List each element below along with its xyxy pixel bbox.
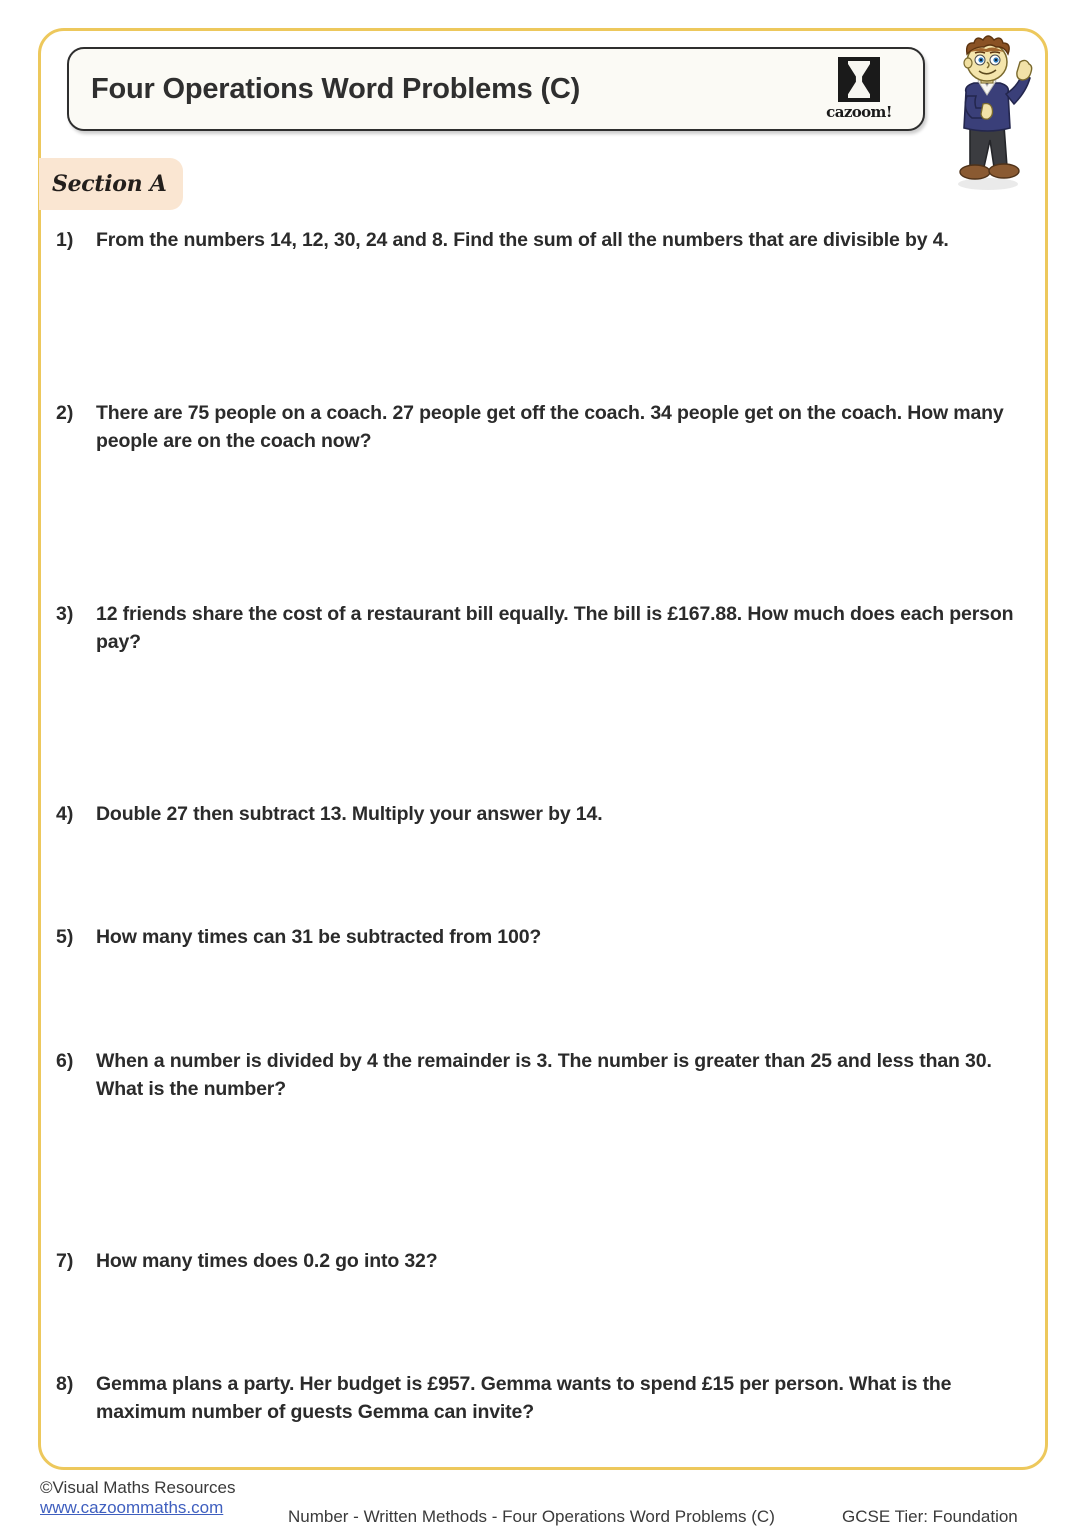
question-number: 1) [56,229,74,251]
footer-topic-text: Number - Written Methods - Four Operations Word Problems (C) [288,1507,775,1526]
website-link[interactable]: www.cazoommaths.com [40,1498,224,1517]
question-number: 7) [56,1250,74,1272]
question-text: There are 75 people on a coach. 27 people get off the coach. 34 people get on the coach. How many people are on the coach now? [96,402,1004,452]
question-item [56,1370,1016,1426]
page-footer [0,1478,1086,1536]
questions-list [56,226,1016,1426]
section-label: Section A [52,171,167,197]
question-item [56,923,1016,951]
question-number: 4) [56,803,74,825]
page-title: Four Operations Word Problems (C) [91,72,581,105]
footer-credit [40,1478,236,1519]
boy-student-pointing-icon [934,34,1038,194]
question-number: 6) [56,1050,74,1072]
cazoom-hourglass-icon [838,57,880,102]
question-item [56,800,1016,828]
question-text: When a number is divided by 4 the remainder is 3. The number is greater than 25 and less than 30. What is the number? [96,1050,992,1100]
section-tab [39,158,183,210]
question-number: 8) [56,1373,74,1395]
question-number: 3) [56,603,74,625]
question-text: Gemma plans a party. Her budget is £957. Gemma wants to spend £15 per person. What is the maximum number of guests Gemma can invite? [96,1373,952,1423]
question-item [56,1047,1016,1103]
question-item [56,226,1016,254]
question-number: 2) [56,402,74,424]
question-text: How many times can 31 be subtracted from 100? [96,926,542,948]
footer-tier-text: GCSE Tier: Foundation [842,1507,1018,1526]
question-item [56,399,1016,455]
copyright-text: ©Visual Maths Resources [40,1478,236,1497]
question-number: 5) [56,926,74,948]
cazoom-logo [817,57,901,125]
question-text: How many times does 0.2 go into 32? [96,1250,438,1272]
cazoom-wordmark: cazoom! [826,103,892,121]
question-item [56,600,1016,656]
worksheet-title-box [67,47,925,131]
question-text: Double 27 then subtract 13. Multiply your answer by 14. [96,803,603,825]
question-text: 12 friends share the cost of a restaurant bill equally. The bill is £167.88. How much does each person pay? [96,603,1014,653]
question-text: From the numbers 14, 12, 30, 24 and 8. Find the sum of all the numbers that are divisible by 4. [96,229,949,251]
question-item [56,1247,1016,1275]
